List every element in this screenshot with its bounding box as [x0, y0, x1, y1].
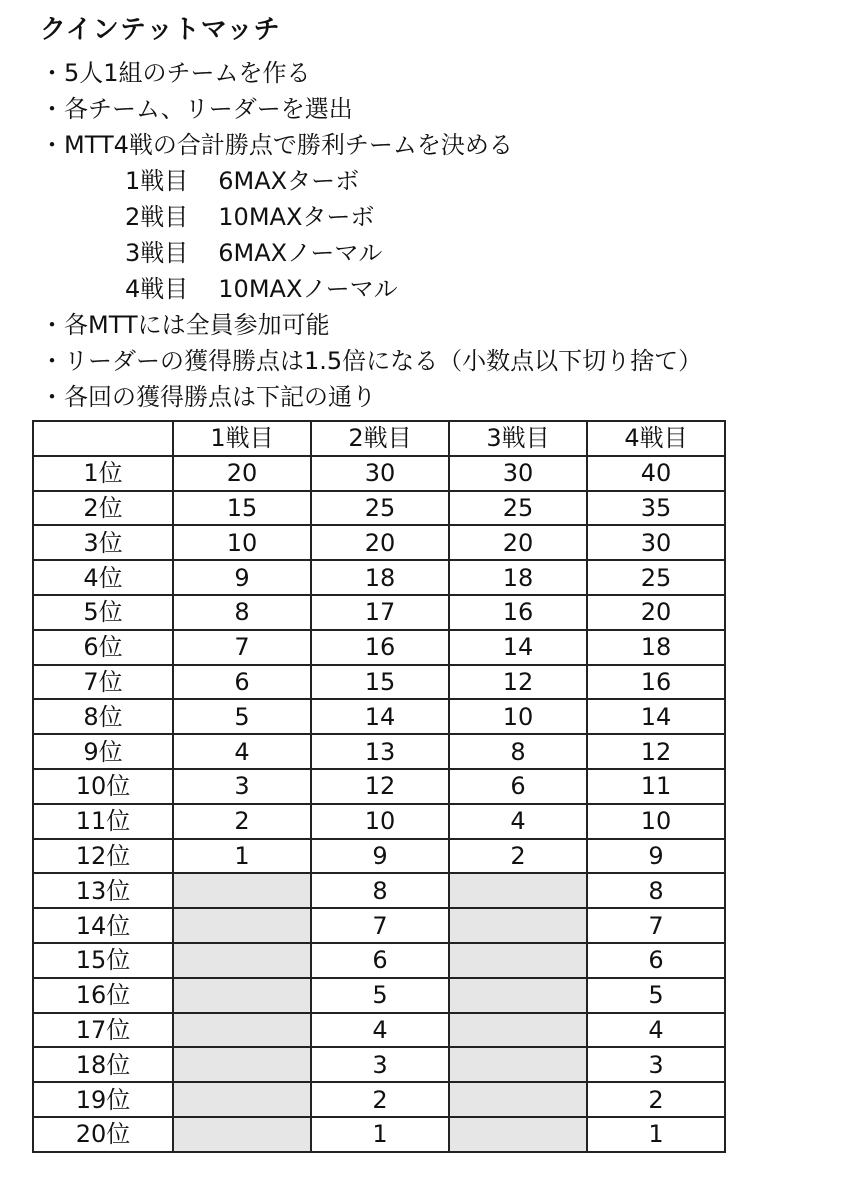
empty-cell — [449, 873, 587, 908]
points-cell: 1 — [311, 1117, 449, 1152]
points-cell: 16 — [311, 630, 449, 665]
rank-cell: 7位 — [33, 665, 173, 700]
points-cell: 2 — [311, 1082, 449, 1117]
points-cell: 10 — [173, 525, 311, 560]
points-cell: 14 — [449, 630, 587, 665]
game-format: 6MAXノーマル — [218, 239, 383, 267]
points-cell: 6 — [587, 943, 725, 978]
points-cell: 5 — [587, 978, 725, 1013]
rank-cell: 11位 — [33, 804, 173, 839]
points-cell: 4 — [587, 1013, 725, 1048]
table-corner-cell — [33, 421, 173, 456]
game-format: 10MAXターボ — [218, 203, 375, 231]
game-schedule-item — [40, 271, 830, 307]
points-cell: 7 — [311, 908, 449, 943]
points-cell: 18 — [587, 630, 725, 665]
empty-cell — [449, 1013, 587, 1048]
table-row — [33, 456, 725, 491]
points-cell: 8 — [173, 595, 311, 630]
points-cell: 25 — [587, 560, 725, 595]
table-body — [33, 456, 725, 1152]
empty-cell — [173, 1082, 311, 1117]
points-cell: 12 — [311, 769, 449, 804]
points-cell: 4 — [311, 1013, 449, 1048]
empty-cell — [449, 908, 587, 943]
game-label: 2戦目 — [125, 203, 189, 231]
points-cell: 20 — [449, 525, 587, 560]
points-cell: 13 — [311, 734, 449, 769]
rule-points-table-intro: ・各回の獲得勝点は下記の通り — [40, 383, 376, 411]
empty-cell — [449, 943, 587, 978]
points-cell: 15 — [173, 491, 311, 526]
points-cell: 14 — [587, 699, 725, 734]
table-row — [33, 525, 725, 560]
empty-cell — [173, 1117, 311, 1152]
table-row — [33, 943, 725, 978]
game-label: 4戦目 — [125, 275, 189, 303]
points-table — [32, 420, 726, 1153]
rank-cell: 12位 — [33, 839, 173, 874]
game-schedule-item — [40, 199, 830, 235]
points-cell: 25 — [311, 491, 449, 526]
table-row — [33, 699, 725, 734]
empty-cell — [449, 1047, 587, 1082]
game-format: 10MAXノーマル — [218, 275, 398, 303]
points-cell: 30 — [587, 525, 725, 560]
rule-leader-multiplier: ・リーダーの獲得勝点は1.5倍になる（小数点以下切り捨て） — [40, 347, 703, 375]
empty-cell — [173, 1047, 311, 1082]
rule-team-formation: ・5人1組のチームを作る — [40, 59, 311, 87]
points-cell: 40 — [587, 456, 725, 491]
game-format: 6MAXターボ — [218, 167, 360, 195]
rule-total-points: ・MTT4戦の合計勝点で勝利チームを決める — [40, 131, 513, 159]
points-cell: 20 — [311, 525, 449, 560]
points-cell: 18 — [311, 560, 449, 595]
rule-all-can-join: ・各MTTには全員参加可能 — [40, 311, 330, 339]
points-cell: 6 — [173, 665, 311, 700]
table-row — [33, 1013, 725, 1048]
rank-cell: 14位 — [33, 908, 173, 943]
rank-cell: 8位 — [33, 699, 173, 734]
points-cell: 2 — [587, 1082, 725, 1117]
points-cell: 5 — [173, 699, 311, 734]
points-cell: 3 — [173, 769, 311, 804]
points-cell: 1 — [173, 839, 311, 874]
points-cell: 16 — [587, 665, 725, 700]
empty-cell — [449, 1117, 587, 1152]
table-row — [33, 665, 725, 700]
rules-list — [40, 55, 830, 415]
points-cell: 11 — [587, 769, 725, 804]
points-cell: 9 — [311, 839, 449, 874]
points-cell: 20 — [587, 595, 725, 630]
page-title: クインテットマッチ — [40, 15, 281, 45]
points-cell: 8 — [449, 734, 587, 769]
points-cell: 6 — [449, 769, 587, 804]
table-row — [33, 769, 725, 804]
points-cell: 8 — [587, 873, 725, 908]
points-cell: 9 — [587, 839, 725, 874]
game-schedule-item — [40, 163, 830, 199]
points-cell: 5 — [311, 978, 449, 1013]
rank-cell: 15位 — [33, 943, 173, 978]
table-row — [33, 804, 725, 839]
rank-cell: 9位 — [33, 734, 173, 769]
rank-cell: 20位 — [33, 1117, 173, 1152]
rank-cell: 4位 — [33, 560, 173, 595]
points-cell: 35 — [587, 491, 725, 526]
points-cell: 2 — [449, 839, 587, 874]
table-row — [33, 630, 725, 665]
points-cell: 20 — [173, 456, 311, 491]
rank-cell: 13位 — [33, 873, 173, 908]
table-row — [33, 1117, 725, 1152]
game-label: 3戦目 — [125, 239, 189, 267]
points-cell: 16 — [449, 595, 587, 630]
points-cell: 2 — [173, 804, 311, 839]
table-row — [33, 595, 725, 630]
points-cell: 10 — [587, 804, 725, 839]
points-cell: 1 — [587, 1117, 725, 1152]
points-cell: 25 — [449, 491, 587, 526]
points-cell: 12 — [587, 734, 725, 769]
rank-cell: 6位 — [33, 630, 173, 665]
column-header-game-2: 2戦目 — [311, 421, 449, 456]
points-cell: 6 — [311, 943, 449, 978]
points-cell: 15 — [311, 665, 449, 700]
empty-cell — [449, 1082, 587, 1117]
points-cell: 4 — [449, 804, 587, 839]
table-row — [33, 839, 725, 874]
column-header-game-4: 4戦目 — [587, 421, 725, 456]
points-cell: 17 — [311, 595, 449, 630]
rank-cell: 3位 — [33, 525, 173, 560]
empty-cell — [449, 978, 587, 1013]
column-header-game-1: 1戦目 — [173, 421, 311, 456]
empty-cell — [173, 943, 311, 978]
table-row — [33, 873, 725, 908]
table-row — [33, 734, 725, 769]
column-header-game-3: 3戦目 — [449, 421, 587, 456]
points-cell: 10 — [449, 699, 587, 734]
points-cell: 7 — [173, 630, 311, 665]
points-cell: 3 — [311, 1047, 449, 1082]
empty-cell — [173, 908, 311, 943]
empty-cell — [173, 873, 311, 908]
rule-leader-selection: ・各チーム、リーダーを選出 — [40, 95, 353, 123]
points-cell: 8 — [311, 873, 449, 908]
points-cell: 18 — [449, 560, 587, 595]
points-cell: 3 — [587, 1047, 725, 1082]
table-row — [33, 978, 725, 1013]
rank-cell: 19位 — [33, 1082, 173, 1117]
points-cell: 10 — [311, 804, 449, 839]
rank-cell: 5位 — [33, 595, 173, 630]
table-header-row — [33, 421, 725, 456]
rank-cell: 16位 — [33, 978, 173, 1013]
points-cell: 7 — [587, 908, 725, 943]
points-cell: 30 — [311, 456, 449, 491]
points-cell: 30 — [449, 456, 587, 491]
table-row — [33, 491, 725, 526]
points-cell: 12 — [449, 665, 587, 700]
rank-cell: 2位 — [33, 491, 173, 526]
table-row — [33, 908, 725, 943]
rank-cell: 1位 — [33, 456, 173, 491]
empty-cell — [173, 1013, 311, 1048]
table-row — [33, 1047, 725, 1082]
game-label: 1戦目 — [125, 167, 189, 195]
rank-cell: 10位 — [33, 769, 173, 804]
game-schedule-item — [40, 235, 830, 271]
points-cell: 4 — [173, 734, 311, 769]
table-row — [33, 560, 725, 595]
empty-cell — [173, 978, 311, 1013]
rank-cell: 18位 — [33, 1047, 173, 1082]
table-row — [33, 1082, 725, 1117]
rank-cell: 17位 — [33, 1013, 173, 1048]
points-cell: 9 — [173, 560, 311, 595]
points-cell: 14 — [311, 699, 449, 734]
